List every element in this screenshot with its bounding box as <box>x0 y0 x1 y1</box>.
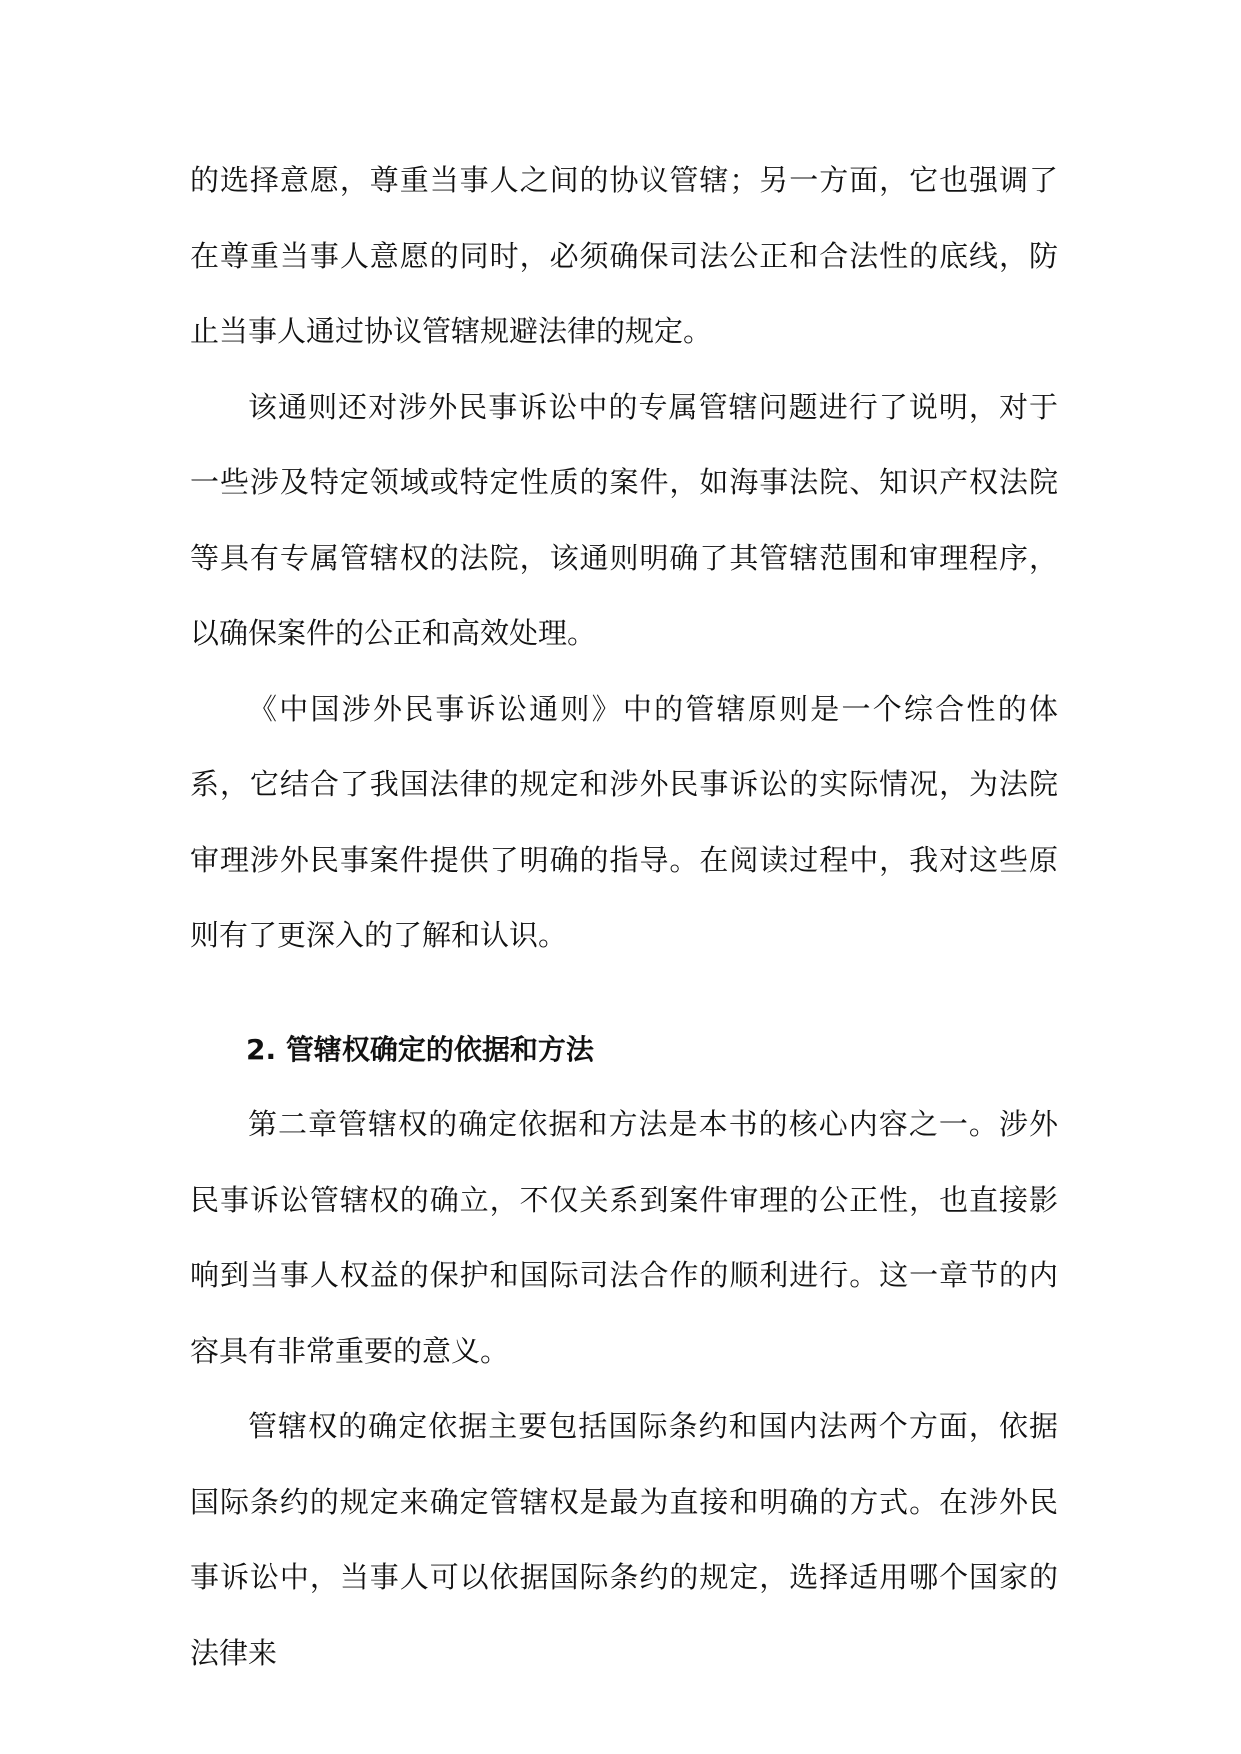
paragraph-jurisdiction-principles: 《中国涉外民事诉讼通则》中的管辖原则是一个综合性的体系，它结合了我国法律的规定和涉外民事诉讼的实际情况，为法院审理涉外民事案件提供了明确的指导。在阅读过程中，我对这些原则有了更深入的了解和认识。 <box>190 691 1058 952</box>
section-heading: 2. 管辖权确定的依据和方法 <box>246 1032 594 1066</box>
document-body <box>190 143 1058 1691</box>
paragraph-exclusive-jurisdiction: 该通则还对涉外民事诉讼中的专属管辖问题进行了说明，对于一些涉及特定领域或特定性质的案件，如海事法院、知识产权法院等具有专属管辖权的法院，该通则明确了其管辖范围和审理程序，以确保案件的公正和高效处理。 <box>190 389 1058 650</box>
paragraph-jurisdiction-basis: 管辖权的确定依据主要包括国际条约和国内法两个方面，依据国际条约的规定来确定管辖权是最为直接和明确的方式。在涉外民事诉讼中，当事人可以依据国际条约的规定，选择适用哪个国家的法律来 <box>190 1409 1058 1670</box>
paragraph-chapter-two-intro: 第二章管辖权的确定依据和方法是本书的核心内容之一。涉外民事诉讼管辖权的确立，不仅关系到案件审理的公正性，也直接影响到当事人权益的保护和国际司法合作的顺利进行。这一章节的内容具有非常重要的意义。 <box>190 1107 1058 1368</box>
paragraph-continuation: 的选择意愿，尊重当事人之间的协议管辖；另一方面，它也强调了在尊重当事人意愿的同时，必须确保司法公正和合法性的底线，防止当事人通过协议管辖规避法律的规定。 <box>190 163 1058 348</box>
section-gap <box>190 974 1058 1012</box>
